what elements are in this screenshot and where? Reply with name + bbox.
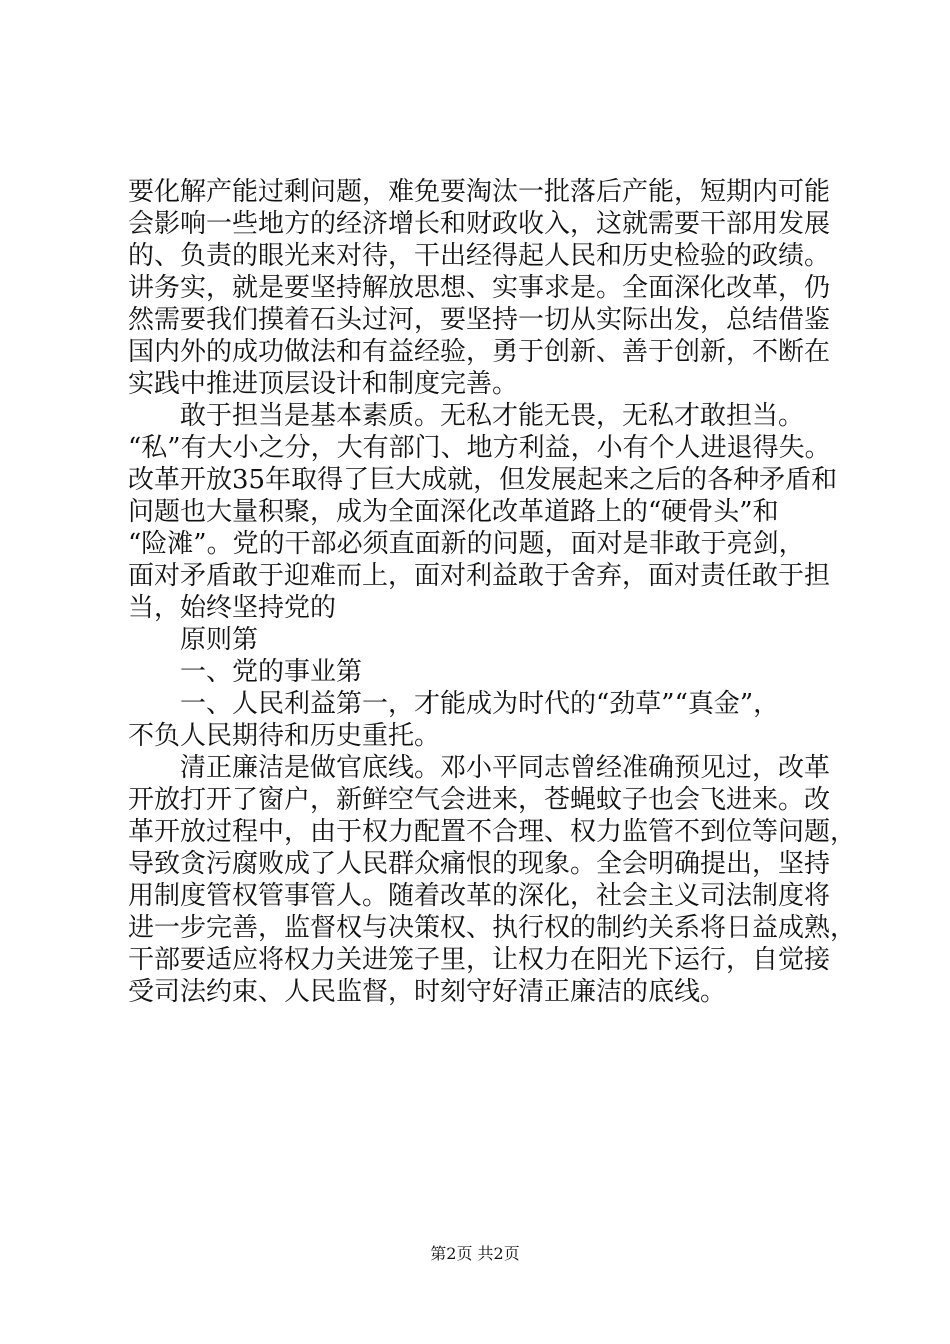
text-line: 讲务实，就是要坚持解放思想、实事求是。全面深化改革，仍 (128, 273, 831, 303)
text-line: 用制度管权管事管人。随着改革的深化，社会主义司法制度将 (128, 881, 831, 911)
text-line: 会影响一些地方的经济增长和财政收入，这就需要干部用发展 (128, 209, 831, 239)
page-number-label: 第2页 共2页 (430, 1244, 520, 1263)
paragraph-start-line: 原则第 (180, 625, 259, 655)
text-line: 干部要适应将权力关进笼子里，让权力在阳光下运行，自觉接 (128, 945, 831, 975)
text-line: 开放打开了窗户，新鲜空气会进来，苍蝇蚊子也会飞进来。改 (128, 785, 831, 815)
paragraph-start-line: 一、党的事业第 (180, 657, 363, 687)
text-line: 改革开放35年取得了巨大成就，但发展起来之后的各种矛盾和 (128, 465, 838, 495)
text-line: 当，始终坚持党的 (128, 593, 337, 623)
page-footer (0, 1244, 950, 1264)
document-body (128, 176, 857, 1008)
paragraph-start-line: 一、人民利益第一，才能成为时代的“劲草”“真金”， (180, 689, 780, 719)
text-line: 进一步完善，监督权与决策权、执行权的制约关系将日益成熟， (128, 913, 857, 943)
text-line: 问题也大量积聚，成为全面深化改革道路上的“硬骨头”和 (128, 497, 779, 527)
text-line: 要化解产能过剩问题，难免要淘汰一批落后产能，短期内可能 (128, 177, 831, 207)
text-line: 受司法约束、人民监督，时刻守好清正廉洁的底线。 (128, 977, 727, 1007)
text-line: 革开放过程中，由于权力配置不合理、权力监管不到位等问题， (128, 817, 857, 847)
text-line: 导致贪污腐败成了人民群众痛恨的现象。全会明确提出，坚持 (128, 849, 831, 879)
text-line: “险滩”。党的干部必须直面新的问题，面对是非敢于亮剑， (128, 529, 805, 559)
paragraph-start-line: 清正廉洁是做官底线。邓小平同志曾经准确预见过，改革 (180, 753, 831, 783)
text-line: 面对矛盾敢于迎难而上，面对利益敢于舍弃，面对责任敢于担 (128, 561, 831, 591)
text-line: “私”有大小之分，大有部门、地方利益，小有个人进退得失。 (128, 433, 831, 463)
text-line: 实践中推进顶层设计和制度完善。 (128, 369, 519, 399)
text-line: 然需要我们摸着石头过河，要坚持一切从实际出发，总结借鉴 (128, 305, 831, 335)
text-line: 不负人民期待和历史重托。 (128, 721, 441, 751)
text-line: 国内外的成功做法和有益经验，勇于创新、善于创新，不断在 (128, 337, 831, 367)
text-line: 的、负责的眼光来对待，干出经得起人民和历史检验的政绩。 (128, 241, 831, 271)
paragraph-start-line: 敢于担当是基本素质。无私才能无畏，无私才敢担当。 (180, 401, 805, 431)
